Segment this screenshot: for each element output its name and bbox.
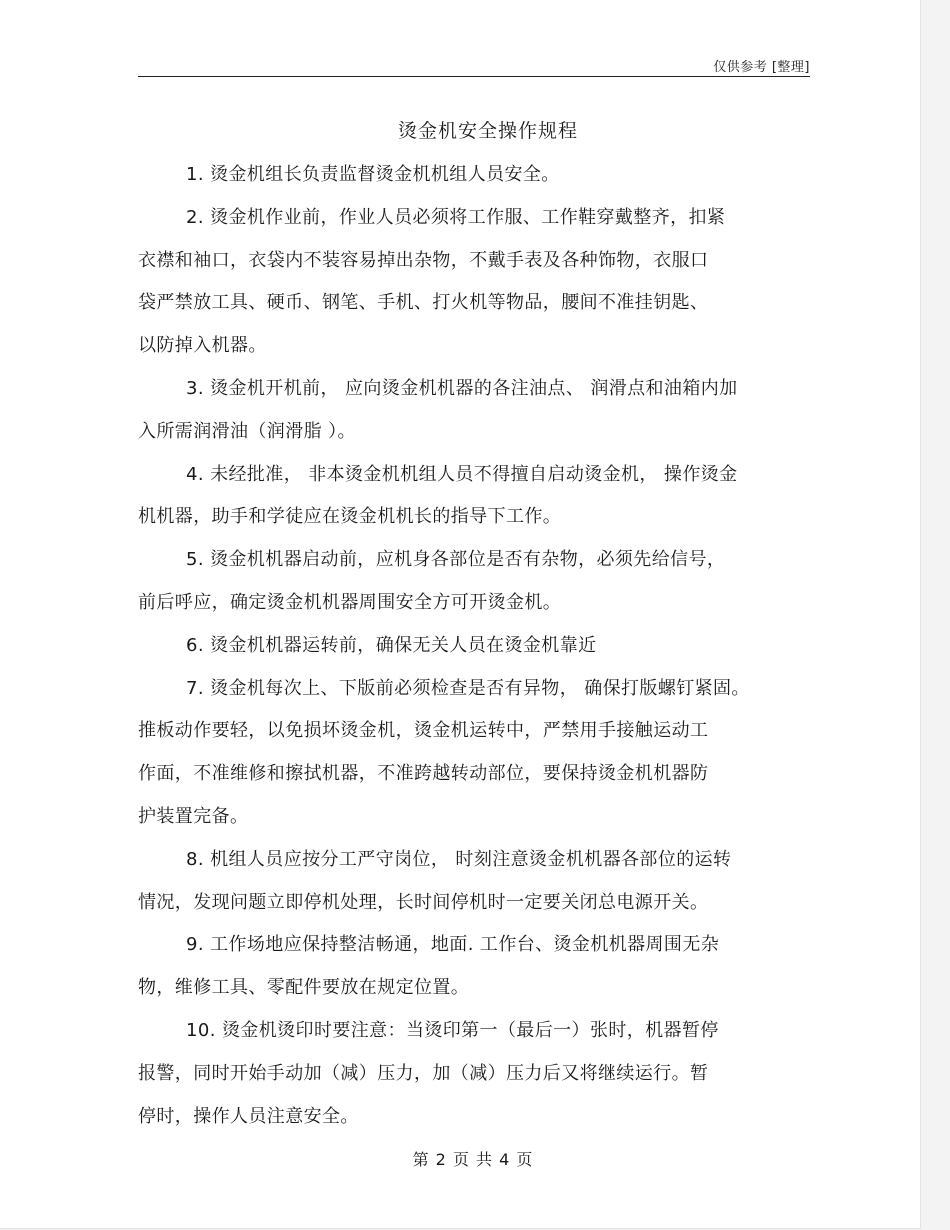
paragraph-line: 2. 烫金机作业前，作业人员必须将工作服、工作鞋穿戴整齐，扣紧 — [186, 206, 726, 228]
paragraph-9 — [138, 924, 810, 1010]
paragraph-line: 6. 烫金机机器运转前，确保无关人员在烫金机靠近 — [186, 634, 597, 656]
paragraph-line: 7. 烫金机每次上、下版前必须检查是否有异物， 确保打版螺钉紧固。 — [186, 677, 750, 699]
paragraph-line: 停时，操作人员注意安全。 — [138, 1105, 359, 1127]
paragraph-line: 9. 工作场地应保持整洁畅通，地面. 工作台、烫金机机器周围无杂 — [186, 934, 720, 956]
paragraph-line: 8. 机组人员应按分工严守岗位， 时刻注意烫金机机器各部位的运转 — [186, 848, 732, 870]
paragraph-line: 以防掉入机器。 — [138, 335, 267, 357]
paragraph-line: 护装置完备。 — [138, 805, 249, 827]
paragraph-line: 报警，同时开始手动加（减）压力，加（减）压力后又将继续运行。暂 — [138, 1062, 709, 1084]
document-title: 烫金机安全操作规程 — [397, 120, 578, 142]
paragraph-line: 4. 未经批准， 非本烫金机机组人员不得擅自启动烫金机， 操作烫金 — [186, 463, 738, 485]
paragraph-line: 物，维修工具、零配件要放在规定位置。 — [138, 977, 470, 999]
paragraph-line: 作面，不准维修和擦拭机器，不准跨越转动部位，要保持烫金机机器防 — [138, 763, 709, 785]
paragraph-line: 前后呼应，确定烫金机机器周围安全方可开烫金机。 — [138, 591, 562, 613]
paragraph-line: 情况，发现问题立即停机处理，长时间停机时一定要关闭总电源开关。 — [138, 891, 709, 913]
header-divider — [138, 76, 810, 77]
paragraph-10 — [138, 1010, 810, 1138]
paragraph-line: 机机器，助手和学徒应在烫金机机长的指导下工作。 — [138, 506, 562, 528]
paragraph-line: 5. 烫金机机器启动前，应机身各部位是否有杂物，必须先给信号， — [186, 549, 726, 571]
header-note: 仅供参考 [整理] — [713, 60, 810, 75]
paragraph-line: 1. 烫金机组长负责监督烫金机机组人员安全。 — [186, 164, 560, 185]
document-body — [138, 154, 810, 1138]
paragraph-7 — [138, 668, 810, 839]
paragraph-line: 衣襟和袖口，衣袋内不装容易掉出杂物，不戴手表及各种饰物，衣服口 — [138, 249, 709, 271]
paragraph-4 — [138, 454, 810, 540]
paragraph-line: 10. 烫金机烫印时要注意：当烫印第一（最后一）张时，机器暂停 — [186, 1019, 719, 1041]
page-number: 第 2 页 共 4 页 — [412, 1150, 534, 1169]
paragraph-line: 推板动作要轻，以免损坏烫金机，烫金机运转中，严禁用手接触运动工 — [138, 720, 709, 742]
paragraph-5 — [138, 539, 810, 625]
paragraph-2 — [138, 197, 810, 368]
paragraph-line: 3. 烫金机开机前， 应向烫金机机器的各注油点、 润滑点和油箱内加 — [186, 377, 738, 399]
paragraph-line: 入所需润滑油（润滑脂 ）。 — [138, 420, 356, 442]
paragraph-6 — [138, 625, 810, 668]
paragraph-3 — [138, 368, 810, 454]
paragraph-8 — [138, 839, 810, 925]
paragraph-1 — [138, 154, 810, 197]
paragraph-line: 袋严禁放工具、硬币、钢笔、手机、打火机等物品，腰间不准挂钥匙、 — [138, 292, 709, 314]
